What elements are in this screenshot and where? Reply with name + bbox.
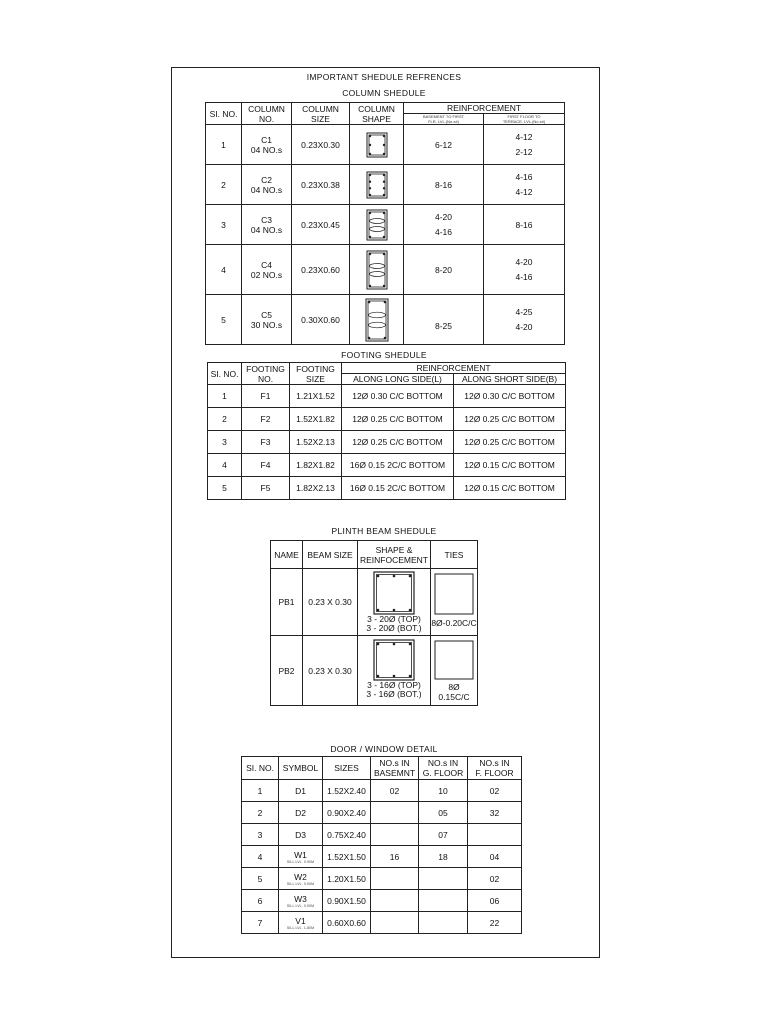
plinth-header-ties: TIES [431, 541, 478, 569]
short-side-cell: 12Ø 0.30 C/C BOTTOM [454, 385, 566, 408]
column-header-reinf-basement: BASEMENT TO FIRST FLR. LVL.(No.x#) [404, 114, 484, 125]
footing-size-cell: 1.82X2.13 [290, 477, 342, 500]
short-side-cell: 12Ø 0.25 C/C BOTTOM [454, 408, 566, 431]
sl-no-cell: 1 [208, 385, 242, 408]
long-side-cell: 12Ø 0.25 C/C BOTTOM [342, 408, 454, 431]
size-cell: 1.52X1.50 [323, 846, 371, 868]
reinf-terrace-cell: 4-16 4-12 [484, 165, 565, 205]
long-side-cell: 16Ø 0.15 2C/C BOTTOM [342, 477, 454, 500]
ground-count-cell: 18 [419, 846, 468, 868]
table-row [206, 125, 565, 165]
footing-no-cell: F4 [242, 454, 290, 477]
sl-no-cell: 5 [206, 295, 242, 345]
beam-name-cell: PB1 [271, 569, 303, 636]
first-count-cell: 22 [468, 912, 522, 934]
short-side-cell: 12Ø 0.15 C/C BOTTOM [454, 454, 566, 477]
footing-header-short-side: ALONG SHORT SIDE(B) [454, 374, 566, 385]
footing-header-long-side: ALONG LONG SIDE(L) [342, 374, 454, 385]
first-count-cell: 04 [468, 846, 522, 868]
footing-header-footing-no: FOOTING NO. [242, 363, 290, 385]
symbol-cell: W2 SILL LVL. 0.90M [279, 868, 323, 890]
symbol-cell: D2 [279, 802, 323, 824]
sl-no-cell: 1 [206, 125, 242, 165]
beam-reinf-cell [358, 569, 431, 636]
footing-size-cell: 1.21X1.52 [290, 385, 342, 408]
reinf-basement-cell: 4-20 4-16 [404, 205, 484, 245]
table-row [208, 385, 566, 408]
table-row [208, 477, 566, 500]
column-shape-cell [350, 125, 404, 165]
footing-size-cell: 1.82X1.82 [290, 454, 342, 477]
reinf-basement-cell: 8-25 [404, 295, 484, 345]
footing-header-footing-size: FOOTING SIZE [290, 363, 342, 385]
table-row [206, 205, 565, 245]
size-cell: 1.20X1.50 [323, 868, 371, 890]
beam-size-cell: 0.23 X 0.30 [303, 636, 358, 706]
ground-count-cell [419, 868, 468, 890]
first-count-cell: 32 [468, 802, 522, 824]
basement-count-cell: 02 [371, 780, 419, 802]
beam-reinf-cell [358, 636, 431, 706]
dw-header-ground: NO.s IN G. FLOOR [419, 757, 468, 780]
column-section-icon [366, 209, 388, 241]
symbol-cell: D3 [279, 824, 323, 846]
column-size-cell: 0.23X0.38 [292, 165, 350, 205]
sl-no-cell: 5 [208, 477, 242, 500]
size-cell: 0.90X1.50 [323, 890, 371, 912]
symbol-cell: W3 SILL LVL. 0.90M [279, 890, 323, 912]
column-schedule-title: COLUMN SHEDULE [342, 88, 426, 98]
table-row [206, 295, 565, 345]
sill-level-note: SILL LVL. 0.90M [286, 881, 315, 886]
column-shape-cell [350, 245, 404, 295]
tie-section-icon [434, 573, 474, 615]
ground-count-cell: 05 [419, 802, 468, 824]
reinf-terrace-cell: 4-20 4-16 [484, 245, 565, 295]
basement-count-cell: 16 [371, 846, 419, 868]
symbol-cell: D1 [279, 780, 323, 802]
reinf-terrace-cell: 4-12 2-12 [484, 125, 565, 165]
short-side-cell: 12Ø 0.25 C/C BOTTOM [454, 431, 566, 454]
table-row [242, 824, 522, 846]
table-row [242, 890, 522, 912]
beam-section-icon [373, 571, 415, 615]
column-header-column-no: COLUMN NO. [242, 103, 292, 125]
footing-schedule-table [207, 362, 566, 500]
footing-no-cell: F2 [242, 408, 290, 431]
column-header-column-size: COLUMN SIZE [292, 103, 350, 125]
column-section-icon [365, 298, 389, 342]
table-row [208, 454, 566, 477]
ground-count-cell: 07 [419, 824, 468, 846]
short-side-cell: 12Ø 0.15 C/C BOTTOM [454, 477, 566, 500]
sl-no-cell: 4 [242, 846, 279, 868]
footing-header-reinforcement: REINFORCEMENT [342, 363, 566, 374]
plinth-beam-schedule-title: PLINTH BEAM SHEDULE [331, 526, 437, 536]
column-shape-cell [350, 205, 404, 245]
sl-no-cell: 3 [242, 824, 279, 846]
dw-header-symbol: SYMBOL [279, 757, 323, 780]
long-side-cell: 12Ø 0.25 C/C BOTTOM [342, 431, 454, 454]
ground-count-cell [419, 912, 468, 934]
first-count-cell: 06 [468, 890, 522, 912]
ground-count-cell [419, 890, 468, 912]
dw-header-basement: NO.s IN BASEMNT [371, 757, 419, 780]
long-side-cell: 12Ø 0.30 C/C BOTTOM [342, 385, 454, 408]
ties-label: 8Ø [448, 682, 460, 692]
reinf-basement-cell: 6-12 [404, 125, 484, 165]
table-row [242, 912, 522, 934]
sl-no-cell: 4 [208, 454, 242, 477]
beam-name-cell: PB2 [271, 636, 303, 706]
beam-section-icon [373, 639, 415, 681]
long-side-cell: 16Ø 0.15 2C/C BOTTOM [342, 454, 454, 477]
sl-no-cell: 2 [206, 165, 242, 205]
sill-level-note: SILL LVL. 0.90M [286, 859, 315, 864]
table-row [206, 245, 565, 295]
symbol-cell: V1 SILL LVL. 1.80M [279, 912, 323, 934]
sl-no-cell: 2 [208, 408, 242, 431]
table-row [271, 636, 478, 706]
ties-cell [431, 569, 478, 636]
sl-no-cell: 3 [208, 431, 242, 454]
column-header-sl-no: SI. NO. [206, 103, 242, 125]
column-section-icon [366, 171, 388, 199]
basement-count-cell [371, 868, 419, 890]
table-row [208, 431, 566, 454]
reinf-terrace-cell: 8-16 [484, 205, 565, 245]
ground-count-cell: 10 [419, 780, 468, 802]
column-no-cell: C5 30 NO.s [242, 295, 292, 345]
column-shape-cell [350, 295, 404, 345]
plinth-header-beam-size: BEAM SIZE [303, 541, 358, 569]
size-cell: 0.75X2.40 [323, 824, 371, 846]
symbol-cell: W1 SILL LVL. 0.90M [279, 846, 323, 868]
size-cell: 0.60X0.60 [323, 912, 371, 934]
column-header-reinf-terrace: FIRST FLOOR TO TERRACE. LVL.(No.x#) [484, 114, 565, 125]
top-reinf-label: 3 - 20Ø (TOP) [367, 614, 421, 624]
door-window-title: DOOR / WINDOW DETAIL [330, 744, 438, 754]
top-reinf-label: 3 - 16Ø (TOP) [367, 680, 421, 690]
footing-no-cell: F1 [242, 385, 290, 408]
column-no-cell: C2 04 NO.s [242, 165, 292, 205]
column-no-cell: C1 04 NO.s [242, 125, 292, 165]
dw-header-first: NO.s IN F. FLOOR [468, 757, 522, 780]
sheet-title: IMPORTANT SHEDULE REFRENCES [306, 72, 462, 82]
footing-size-cell: 1.52X2.13 [290, 431, 342, 454]
bottom-reinf-label: 3 - 16Ø (BOT.) [366, 689, 422, 699]
column-size-cell: 0.23X0.30 [292, 125, 350, 165]
sl-no-cell: 3 [206, 205, 242, 245]
reinf-basement-cell: 8-20 [404, 245, 484, 295]
dw-header-sl-no: SI. NO. [242, 757, 279, 780]
column-no-cell: C4 02 NO.s [242, 245, 292, 295]
sl-no-cell: 1 [242, 780, 279, 802]
first-count-cell: 02 [468, 780, 522, 802]
size-cell: 1.52X2.40 [323, 780, 371, 802]
sl-no-cell: 7 [242, 912, 279, 934]
basement-count-cell [371, 802, 419, 824]
basement-count-cell [371, 824, 419, 846]
table-row [206, 165, 565, 205]
basement-count-cell [371, 890, 419, 912]
basement-count-cell [371, 912, 419, 934]
bottom-reinf-label: 3 - 20Ø (BOT.) [366, 623, 422, 633]
sill-level-note: SILL LVL. 1.80M [286, 925, 315, 930]
column-schedule-table [205, 102, 565, 345]
footing-no-cell: F5 [242, 477, 290, 500]
column-section-icon [366, 132, 388, 158]
footing-schedule-title: FOOTING SHEDULE [341, 350, 427, 360]
sill-level-note: SILL LVL. 0.90M [286, 903, 315, 908]
footing-size-cell: 1.52X1.82 [290, 408, 342, 431]
ties-label: 8Ø-0.20C/C [431, 618, 477, 628]
column-size-cell: 0.23X0.45 [292, 205, 350, 245]
plinth-beam-schedule-table [270, 540, 478, 706]
first-count-cell: 02 [468, 868, 522, 890]
table-row [242, 868, 522, 890]
column-size-cell: 0.30X0.60 [292, 295, 350, 345]
column-header-reinforcement: REINFORCEMENT [404, 103, 565, 114]
first-count-cell [468, 824, 522, 846]
size-cell: 0.90X2.40 [323, 802, 371, 824]
column-no-cell: C3 04 NO.s [242, 205, 292, 245]
footing-header-sl-no: SI. NO. [208, 363, 242, 385]
sl-no-cell: 4 [206, 245, 242, 295]
table-row [208, 408, 566, 431]
beam-size-cell: 0.23 X 0.30 [303, 569, 358, 636]
column-shape-cell [350, 165, 404, 205]
footing-no-cell: F3 [242, 431, 290, 454]
door-window-table [241, 756, 522, 934]
dw-header-sizes: SIZES [323, 757, 371, 780]
table-row [242, 846, 522, 868]
table-row [271, 569, 478, 636]
column-section-icon [366, 250, 388, 290]
ties-spacing-label: 0.15C/C [438, 692, 470, 702]
sl-no-cell: 5 [242, 868, 279, 890]
plinth-header-name: NAME [271, 541, 303, 569]
sl-no-cell: 2 [242, 802, 279, 824]
ties-cell [431, 636, 478, 706]
table-row [242, 802, 522, 824]
plinth-header-shape: SHAPE & REINFOCEMENT [358, 541, 431, 569]
tie-section-icon [434, 640, 474, 680]
reinf-terrace-cell: 4-25 4-20 [484, 295, 565, 345]
sl-no-cell: 6 [242, 890, 279, 912]
table-row [242, 780, 522, 802]
column-header-column-shape: COLUMN SHAPE [350, 103, 404, 125]
column-size-cell: 0.23X0.60 [292, 245, 350, 295]
reinf-basement-cell: 8-16 [404, 165, 484, 205]
